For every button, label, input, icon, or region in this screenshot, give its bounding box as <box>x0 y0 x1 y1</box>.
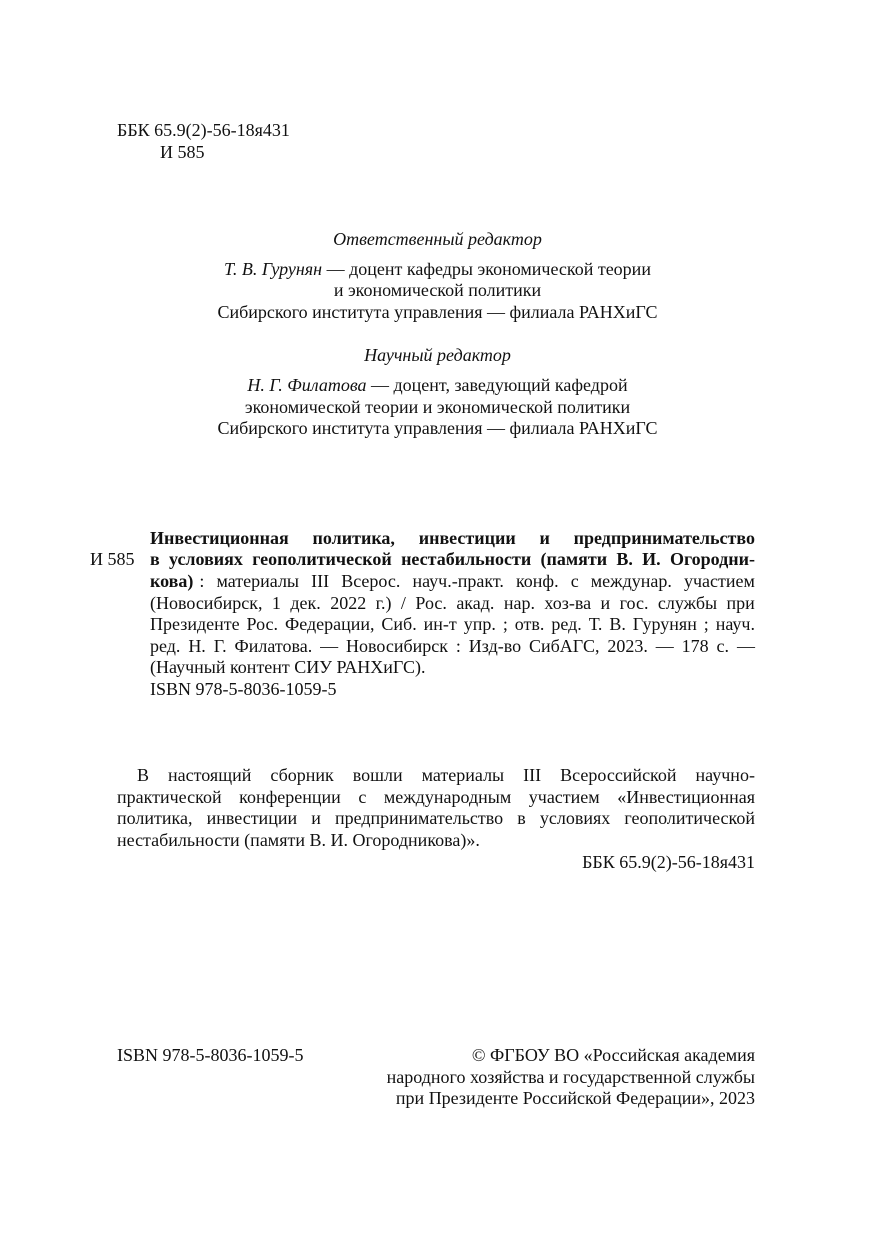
word: нар. <box>503 593 535 613</box>
word: — <box>655 636 674 656</box>
responsible-editor-line1 <box>0 259 875 280</box>
word: 178 <box>681 636 709 656</box>
word: хоз-ва <box>544 593 592 613</box>
word: г.) <box>375 593 392 613</box>
abstract-line2 <box>117 787 755 808</box>
word: участием <box>528 787 600 807</box>
word: : <box>199 571 205 591</box>
word: упр. <box>463 614 496 634</box>
word: сборник <box>270 765 334 785</box>
abstract-line1 <box>137 765 755 786</box>
word: Т. <box>588 614 603 634</box>
word: междунар. <box>590 571 672 591</box>
scientific-editor-line1 <box>0 375 875 396</box>
word: службы <box>657 593 718 613</box>
word: (памяти <box>540 549 608 569</box>
abstract-bbk: ББК 65.9(2)-56-18я431 <box>582 852 755 872</box>
word: ; <box>703 614 709 634</box>
word: Всерос. <box>341 571 401 591</box>
header-index: И 585 <box>160 142 205 162</box>
word: геополитической <box>624 808 755 828</box>
responsible-editor-heading: Ответственный редактор <box>333 229 542 249</box>
word: практической <box>117 787 222 807</box>
catalog-title-line2 <box>150 549 755 570</box>
catalog-line5 <box>150 614 755 635</box>
word: Гурунян <box>632 614 697 634</box>
scientific-editor-name: Н. Г. Филатова <box>247 375 367 395</box>
word: : <box>455 636 461 656</box>
header-bbk: ББК 65.9(2)-56-18я431 <box>117 120 290 140</box>
responsible-editor-position: — доцент кафедры экономической теории <box>322 259 651 279</box>
word: с <box>358 787 367 807</box>
word: ред. <box>150 636 181 656</box>
word: гос. <box>619 593 649 613</box>
word: Изд-во <box>468 636 522 656</box>
catalog-isbn: ISBN 978-5-8036-1059-5 <box>150 679 337 699</box>
catalog-line4 <box>150 593 755 614</box>
word: ред. <box>551 614 582 634</box>
word: политика, <box>312 528 395 548</box>
catalog-line7: (Научный контент СИУ РАНХиГС). <box>150 657 426 677</box>
word: / <box>400 593 406 613</box>
word: с <box>570 571 579 591</box>
word: геополитической <box>252 549 392 569</box>
word: (Новосибирск, <box>150 593 263 613</box>
word: 2023. <box>607 636 648 656</box>
scientific-editor-heading: Научный редактор <box>364 345 511 365</box>
abstract-line4: нестабильности (памяти В. И. Огородникова)». <box>117 830 480 850</box>
word: международным <box>383 787 512 807</box>
word: предпринимательство <box>573 528 755 548</box>
word: дек. <box>290 593 321 613</box>
word: — <box>736 636 755 656</box>
abstract-line3 <box>117 808 755 829</box>
word: Н. <box>188 636 206 656</box>
word: условиях <box>169 549 243 569</box>
word: политика, <box>117 808 193 828</box>
footer-copyright-line1: © ФГБОУ ВО «Российская академия <box>471 1045 755 1065</box>
word: настоящий <box>168 765 252 785</box>
word: с. <box>716 636 730 656</box>
catalog-title-line1 <box>150 528 755 549</box>
word: «Инвестиционная <box>617 787 755 807</box>
word: Президенте <box>150 614 240 634</box>
scientific-editor-position: — доцент, заведующий кафедрой <box>366 375 628 395</box>
word: Инвестиционная <box>150 528 289 548</box>
word: — <box>320 636 339 656</box>
word: при <box>726 593 755 613</box>
word: и <box>600 593 611 613</box>
word: конференции <box>239 787 341 807</box>
word: науч.-практ. <box>412 571 504 591</box>
word: 2022 <box>330 593 367 613</box>
word: ; <box>502 614 508 634</box>
word: Г. <box>213 636 227 656</box>
word: конф. <box>515 571 559 591</box>
word: Новосибирск <box>346 636 448 656</box>
word: и <box>539 528 550 548</box>
word: вошли <box>352 765 403 785</box>
footer-copyright-line2: народного хозяйства и государственной службы <box>386 1067 755 1087</box>
word: Рос. <box>415 593 447 613</box>
word: научно- <box>695 765 755 785</box>
word: Всероссийской <box>560 765 677 785</box>
word: материалы <box>421 765 505 785</box>
word: отв. <box>514 614 545 634</box>
footer-copyright-line3: при Президенте Российской Федерации», 2023 <box>395 1088 755 1108</box>
word: Рос. <box>246 614 279 634</box>
word: в <box>517 808 526 828</box>
word: Федерации, <box>284 614 375 634</box>
word: ин-т <box>423 614 457 634</box>
responsible-editor-line2: и экономической политики <box>333 280 542 300</box>
word: инвестиции <box>206 808 298 828</box>
word: III <box>311 571 330 591</box>
word: участием <box>683 571 755 591</box>
word: науч. <box>715 614 755 634</box>
word: В. <box>609 614 626 634</box>
word: Огородни- <box>669 549 755 569</box>
word: СибАГС, <box>529 636 600 656</box>
catalog-line3 <box>150 571 755 592</box>
word: и <box>311 808 321 828</box>
word: Филатова. <box>234 636 313 656</box>
word: Сиб. <box>381 614 417 634</box>
word: акад. <box>456 593 495 613</box>
word: материалы <box>216 571 300 591</box>
word: В <box>137 765 150 785</box>
word: условиях <box>539 808 611 828</box>
responsible-editor-name: Т. В. Гурунян <box>224 259 323 279</box>
catalog-index: И 585 <box>90 549 135 569</box>
catalog-line3-rest <box>199 571 755 592</box>
word: III <box>523 765 542 785</box>
word: предпринимательство <box>334 808 504 828</box>
catalog-title-end: кова) <box>150 571 194 591</box>
footer-isbn: ISBN 978-5-8036-1059-5 <box>117 1045 304 1065</box>
word: инвестиции <box>418 528 516 548</box>
word: В. <box>616 549 633 569</box>
catalog-line6 <box>150 636 755 657</box>
word: И. <box>642 549 661 569</box>
word: в <box>150 549 160 569</box>
scientific-editor-line3: Сибирского института управления — филиала РАНХиГС <box>217 418 658 438</box>
word: нестабильности <box>401 549 532 569</box>
word: 1 <box>271 593 281 613</box>
scientific-editor-line2: экономической теории и экономической политики <box>244 397 631 417</box>
responsible-editor-line3: Сибирского института управления — филиала РАНХиГС <box>217 302 658 322</box>
